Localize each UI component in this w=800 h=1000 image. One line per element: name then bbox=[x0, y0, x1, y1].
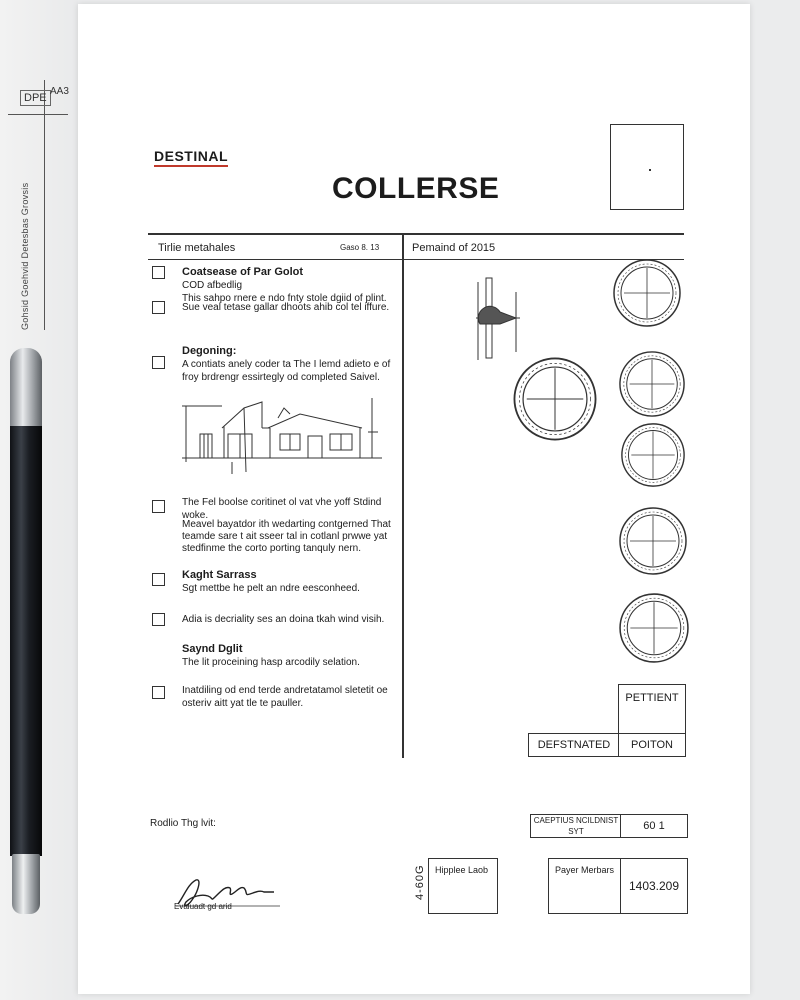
pen-barrel bbox=[10, 426, 42, 856]
captive-label-cell: CAEPTIUS NCILDNIST SYT bbox=[530, 814, 622, 838]
paper-value-cell: 1403.209 bbox=[620, 858, 688, 914]
paragraph-heading: Saynd Dglit bbox=[182, 643, 243, 655]
left-column-head-small: Gaso 8. 13 bbox=[340, 243, 380, 252]
document-title: COLLERSE bbox=[332, 172, 500, 205]
signature-caption: Evaluadt gd arid bbox=[174, 902, 232, 911]
petient-cell: PETTIENT bbox=[618, 684, 686, 734]
margin-label-side: AA3 bbox=[50, 86, 69, 97]
item-text: This sahpo rnere e ndo fnty stole dgiid of plint. bbox=[182, 293, 387, 304]
paper-label-cell: Payer Merbars bbox=[548, 858, 622, 914]
technical-diagram bbox=[476, 272, 536, 364]
captive-value-cell: 60 1 bbox=[620, 814, 688, 838]
margin-vertical-text: Gohsid Goehvid Detesbas Grovsis bbox=[20, 182, 30, 330]
header-rule-top bbox=[148, 233, 684, 235]
item-text: A contiats anely coder ta The I lemd adieto e of bbox=[182, 359, 391, 370]
item-text: osteriv aitt yat tle te pauller. bbox=[182, 698, 304, 709]
item-text: COD afbedlig bbox=[182, 280, 243, 291]
brand-label: DESTINAL bbox=[154, 148, 228, 167]
circular-stamp bbox=[612, 258, 682, 328]
column-divider bbox=[402, 233, 404, 758]
dimension-line bbox=[8, 114, 68, 115]
right-column-head: Pemaind of 2015 bbox=[412, 242, 496, 254]
pen bbox=[8, 348, 44, 914]
item-text: Inatdiling od end terde andretatamol sletetit oe bbox=[182, 685, 388, 696]
item-text: Sgt mettbe he pelt an ndre eesconheed. bbox=[182, 583, 360, 594]
paragraph bbox=[182, 643, 402, 669]
destnated-cell: DEFSTNATED bbox=[528, 733, 620, 757]
margin-label-box: DPE bbox=[20, 90, 51, 106]
photo-box bbox=[610, 124, 684, 210]
circular-stamp bbox=[618, 350, 686, 418]
checkbox[interactable] bbox=[152, 266, 165, 279]
item-text: Sue veal tetase gallar dhoots ahib col tel iffure. bbox=[182, 302, 390, 313]
paragraph bbox=[182, 519, 402, 555]
item-heading: Degoning: bbox=[182, 345, 237, 357]
signature-label: Rodlio Thg lvit: bbox=[150, 818, 216, 829]
hipplee-cell: Hipplee Laob bbox=[428, 858, 498, 914]
potion-cell: POITON bbox=[618, 733, 686, 757]
left-column-head: Tirlie metahales bbox=[158, 242, 236, 254]
checkbox[interactable] bbox=[152, 613, 165, 626]
paragraph-line: Meavel bayatdor ith wedarting contgerned That bbox=[182, 519, 391, 530]
paper-document bbox=[78, 4, 750, 994]
paragraph-line: teamde sare t ait sseer tal in cotlanl prwwe yat bbox=[182, 531, 388, 542]
circular-stamp bbox=[512, 356, 598, 442]
checkbox[interactable] bbox=[152, 686, 165, 699]
item-text: froy brdrengr essirtegly od completed Saivel. bbox=[182, 372, 380, 383]
margin-note bbox=[6, 80, 72, 340]
item-heading: Coatsease of Par Golot bbox=[182, 266, 304, 278]
checkbox[interactable] bbox=[152, 356, 165, 369]
house-elevation-drawing bbox=[182, 392, 392, 482]
item-heading: Kaght Sarrass bbox=[182, 569, 257, 581]
item-text: woke. bbox=[182, 510, 209, 521]
paragraph-line: stedfinme the corto porting tanquly nern. bbox=[182, 543, 361, 554]
dimension-arrow bbox=[44, 80, 45, 330]
pen-cap-bottom bbox=[12, 854, 40, 914]
header-rule-bottom bbox=[148, 259, 684, 260]
circular-stamp bbox=[620, 422, 686, 488]
checkbox[interactable] bbox=[152, 500, 165, 513]
rotated-code: 4-60G bbox=[414, 864, 426, 900]
checkbox[interactable] bbox=[152, 301, 165, 314]
item-text: The Fel boolse coritinet ol vat vhe yoff Stdind bbox=[182, 497, 382, 508]
pen-cap-top bbox=[10, 348, 42, 428]
checkbox[interactable] bbox=[152, 573, 165, 586]
circular-stamp bbox=[618, 506, 688, 576]
item-text: Adia is decriality ses an doina tkah wind visih. bbox=[182, 614, 385, 625]
circular-stamp bbox=[618, 592, 690, 664]
paragraph-line: The lit proceining hasp arcodily selation. bbox=[182, 657, 360, 668]
